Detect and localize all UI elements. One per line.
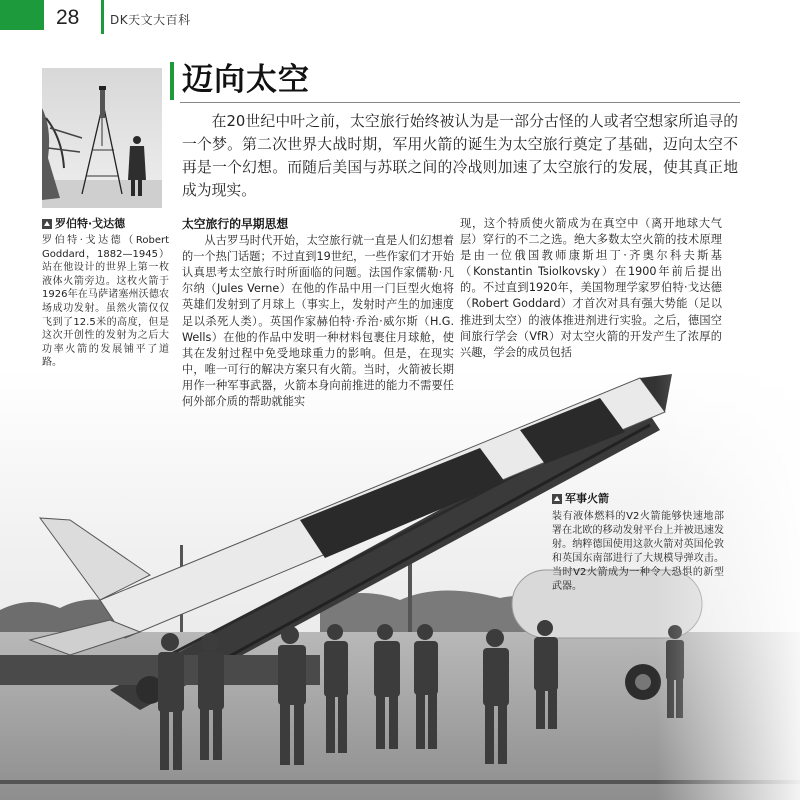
triangle-icon bbox=[42, 219, 52, 229]
goddard-caption-title: 罗伯特·戈达德 bbox=[55, 217, 126, 230]
rocket-caption-text: 装有液体燃料的V2火箭能够快速地部署在北欧的移动发射平台上并被迅速发射。纳粹德国使用这款火箭对英国伦敦和英国东南部进行了大规模导弹攻击。当时V2火箭成为一种令人恐惧的新型武器。 bbox=[552, 511, 724, 592]
title-accent-bar bbox=[170, 62, 174, 100]
book-title: DK天文大百科 bbox=[110, 13, 191, 27]
goddard-caption-text: 罗伯特·戈达德（Robert Goddard，1882—1945）站在他设计的世界上第一枚液体火箭旁边。这枚火箭于1926年在马萨诸塞州沃德农场成功发射。虽然火箭仅仅飞到了12.5米的高度，但是这次开创性的发射为之后大功率火箭的发展铺平了道路。 bbox=[42, 235, 169, 369]
article-column-1 bbox=[182, 216, 454, 410]
rocket-caption-title: 军事火箭 bbox=[565, 492, 609, 505]
header-divider bbox=[101, 0, 104, 34]
article-column-2: 现，这个特质使火箭成为在真空中（离开地球大气层）穿行的不二之选。绝大多数太空火箭的技术原理是由一位俄国教师康斯坦丁·齐奥尔科夫斯基（Konstantin Tsiolkovsky）在1900年前后提出的。不过直到1920年，美国物理学家罗伯特·戈达德（Robert Goddard）才首次对具有强大势能（足以推进到太空）的液体推进剂进行实验。之后，德国空间旅行学会（VfR）对太空火箭的开发产生了浓厚的兴趣，学会的成员包括 bbox=[460, 217, 722, 359]
intro-paragraph: 在20世纪中叶之前，太空旅行始终被认为是一部分古怪的人或者空想家所追寻的一个梦。第二次世界大战时期，军用火箭的诞生为太空旅行奠定了基础，迈向太空不再是一个幻想。而随后美国与苏联之间的冷战则加速了太空旅行的发展，使其真正地成为现实。 bbox=[182, 113, 738, 199]
header-accent-block bbox=[0, 0, 44, 30]
rocket-caption-heading bbox=[552, 492, 609, 506]
goddard-photo bbox=[42, 68, 162, 208]
section-heading: 太空旅行的早期思想 bbox=[182, 217, 289, 231]
column-1-paragraph: 从古罗马时代开始，太空旅行就一直是人们幻想着的一个热门话题；不过直到19世纪，一些作家们才开始认真思考太空旅行时所面临的问题。法国作家儒勒·凡尔纳（Jules Verne）在他的作品中用一门巨型火炮将英雄们发射到了月球上（事实上，发射时产生的加速度足以杀死人类）。英国作家赫伯特·乔治·威尔斯（H.G. Wells）在他的作品中发明一种材料包裹住月球舱，使其在发射过程中免受地球重力的影响。但是，在现实中，唯一可行的解决方案只有火箭。当时，火箭被长期用作一种军事武器，火箭本身向前推进的能力不需要任何外部介质的帮助就能实 bbox=[182, 234, 454, 409]
goddard-caption-heading bbox=[42, 217, 167, 231]
title-rule bbox=[180, 102, 740, 103]
page-title: 迈向太空 bbox=[182, 62, 310, 98]
triangle-icon bbox=[552, 494, 562, 504]
page-number: 28 bbox=[56, 6, 80, 29]
